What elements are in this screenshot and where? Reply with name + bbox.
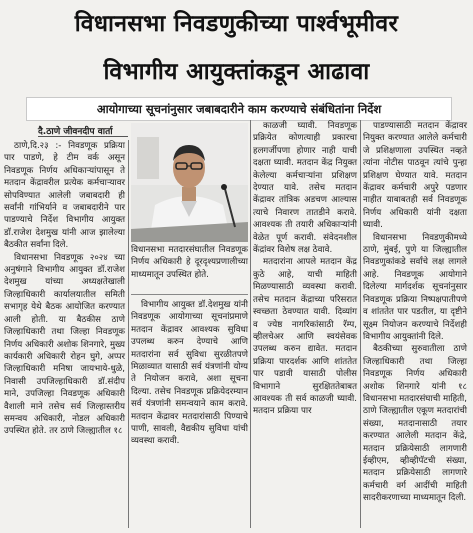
article-column-1 (4, 140, 125, 528)
column-divider (250, 120, 251, 528)
paragraph: पाडण्यासाठी मतदान केंद्रावर नियुक्त करण्यात आलेले कर्मचारी जे प्रशिक्षणाला उपस्थित नव्हते त्यांना नोटीस पाठवून त्यांचे पुन्हा प्रशिक्षण घेण्यात यावे. मतदान केंद्रावर कर्मचारी अपुरे पडणार नाहीत याबाबतही सर्व निवडणूक निर्णय अधिकारी यांनी दक्षता घ्यावी. (363, 121, 467, 231)
column-divider (128, 140, 129, 528)
paragraph: बैठकीच्या सुरुवातीला ठाणे जिल्हाधिकारी तथा जिल्हा निवडणूक निर्णय अधिकारी अशोक शिनगारे यांनी १८ विधानसभा मतदारसंघाची माहिती, ठाणे जिल्ह्यातील एकूण मतदारांची संख्या, मतदानासाठी तयार करण्यात आलेली मतदान केंद्रे, मतदान प्रक्रियेसाठी लागणारी ईव्हीएम, व्हीव्हीपॅटची संख्या, मतदान प्रक्रियेसाठी लागणारे कर्मचारी वर्ग आदींची माहिती सादरीकरणाच्या माध्यमातून दिली. (363, 344, 467, 504)
paragraph: मतदारांना आपले मतदान केंद्र कुठे आहे, याची माहिती मिळण्यासाठी व्यवस्था करावी. तसेच मतदान केंद्राच्या परिसरात स्वच्छता ठेवण्यात यावी. दिव्यांग व ज्येष्ठ नागरिकांसाठी रॅम्प, व्हीलचेअर आणि स्वयंसेवक उपलब्ध करुन द्यावेत. मतदान प्रक्रिया पारदर्शक आणि शांततेत पार पडावी यासाठी पोलीस विभागाने सुरक्षिततेबाबत आवश्यक ती सर्व काळजी घ्यावी. मतदान प्रक्रिया पार (253, 257, 357, 417)
article-column-2 (131, 299, 248, 529)
article-photo (131, 123, 248, 242)
paragraph: विधानसभा निवडणुकीमध्ये ठाणे, मुंबई, पुणे या जिल्ह्यातील निवडणुकांकडे सर्वांचे लक्ष लागले आहे. निवडणूक आयोगाने दिलेल्या मार्गदर्शक सूचनांनुसार निवडणूक प्रक्रिया निष्पक्षपातीपणे व शांततेत पार पडतील, या दृष्टीने सूक्ष्म नियोजन करण्याचे निर्देशही विभागीय आयुक्तांनी दिले. (363, 232, 467, 342)
paragraph: ठाणे,दि.२३ :- निवडणूक प्रक्रिया पार पाडणे, हे टीम वर्क असून निवडणूक निर्णय अधिकाऱ्यांपासून ते मतदान केंद्रावरील प्रत्येक कर्मचाऱ्यावर सोपविण्यात आलेली जबाबदारी ही सर्वांनी गांभिर्याने व जबाबदारीने पार पाडण्याचे निर्देश विभागीय आयुक्त डॉ.राजेश देशमुख यांनी आज झालेल्या बैठकीत सर्वांना दिले. (4, 141, 125, 251)
column-divider (360, 120, 361, 528)
photo-caption: विधानसभा मतदारसंघातील निवडणूक निर्णय अधिकारी हे दूरदृश्यप्रणालीच्या माध्यमातून उपस्थित होते. (131, 244, 248, 295)
paragraph: काळजी घ्यावी. निवडणूक प्रक्रियेत कोणत्याही प्रकारचा हलगर्जीपणा होणार नाही याची दक्षता घ्यावी. मतदान केंद्र नियुक्त केलेल्या कर्मचाऱ्यांना प्रशिक्षण देण्यात यावे. तसेच मतदान केंद्रावर तांत्रिक अडचण आल्यास त्याचे निवारण तातडीने करावे. आवश्यक ती तयारी अधिकाऱ्यांनी वेळेत पूर्ण करावी. संवेदनशील केंद्रांवर विशेष लक्ष ठेवावे. (253, 121, 357, 256)
article-column-4 (363, 120, 467, 525)
headline-line-2: विभागीय आयुक्तांकडून आढावा (103, 59, 370, 85)
person-portrait-icon (131, 123, 248, 242)
subheadline: आयोगाच्या सूचनांनुसार जबाबदारीने काम करण्याचे संबंधितांना निर्देश (26, 97, 452, 121)
byline: दै.ठाणे जीवनदीप वार्ता (38, 124, 128, 137)
paragraph: विभागीय आयुक्त डॉ.देशमुख यांनी निवडणूक आयोगाच्या सूचनांप्रमाणे मतदान केंद्रावर आवश्यक सुविधा उपलब्ध करुन देण्याचे आणि मतदारांना सर्व सुविधा सुरळीतपणे मिळाव्यात यासाठी सर्व यंत्रणांनी योग्य ते नियोजन करावे, अशा सूचना दिल्या. तसेच निवडणूक प्रक्रियेदरम्यान सर्व यंत्रणांनी समन्वयाने काम करावे. मतदान केंद्रावर मतदारांसाठी पिण्याचे पाणी, सावली, वैद्यकीय सुविधा यांची व्यवस्था करावी. (131, 300, 248, 447)
article-column-3 (253, 120, 357, 525)
paragraph: विधानसभा निवडणूक २०२४ च्या अनुषंगाने विभागीय आयुक्त डॉ.राजेश देशमुख यांच्या अध्यक्षतेखाली जिल्हाधिकारी कार्यालयातील समिती सभागृह येथे बैठक आयोजित करण्यात आली होती. या बैठकीस ठाणे जिल्हाधिकारी तथा जिल्हा निवडणूक निर्णय अधिकारी अशोक शिनगारे, मुख्य कार्यकारी अधिकारी रोहन घुगे, अप्पर जिल्हाधिकारी मनिषा जायभाये-धुळे, निवासी उपजिल्हाधिकारी डॉ.संदीप माने, उपजिल्हा निवडणूक अधिकारी वैशाली माने तसेच सर्व जिल्हास्तरीय समन्वय अधिकारी, नोडल अधिकारी उपस्थित होते. तर ठाणे जिल्ह्यातील १८ (4, 252, 125, 437)
headline-line-1: विधानसभा निवडणुकीच्या पार्श्वभूमीवर (74, 11, 399, 37)
